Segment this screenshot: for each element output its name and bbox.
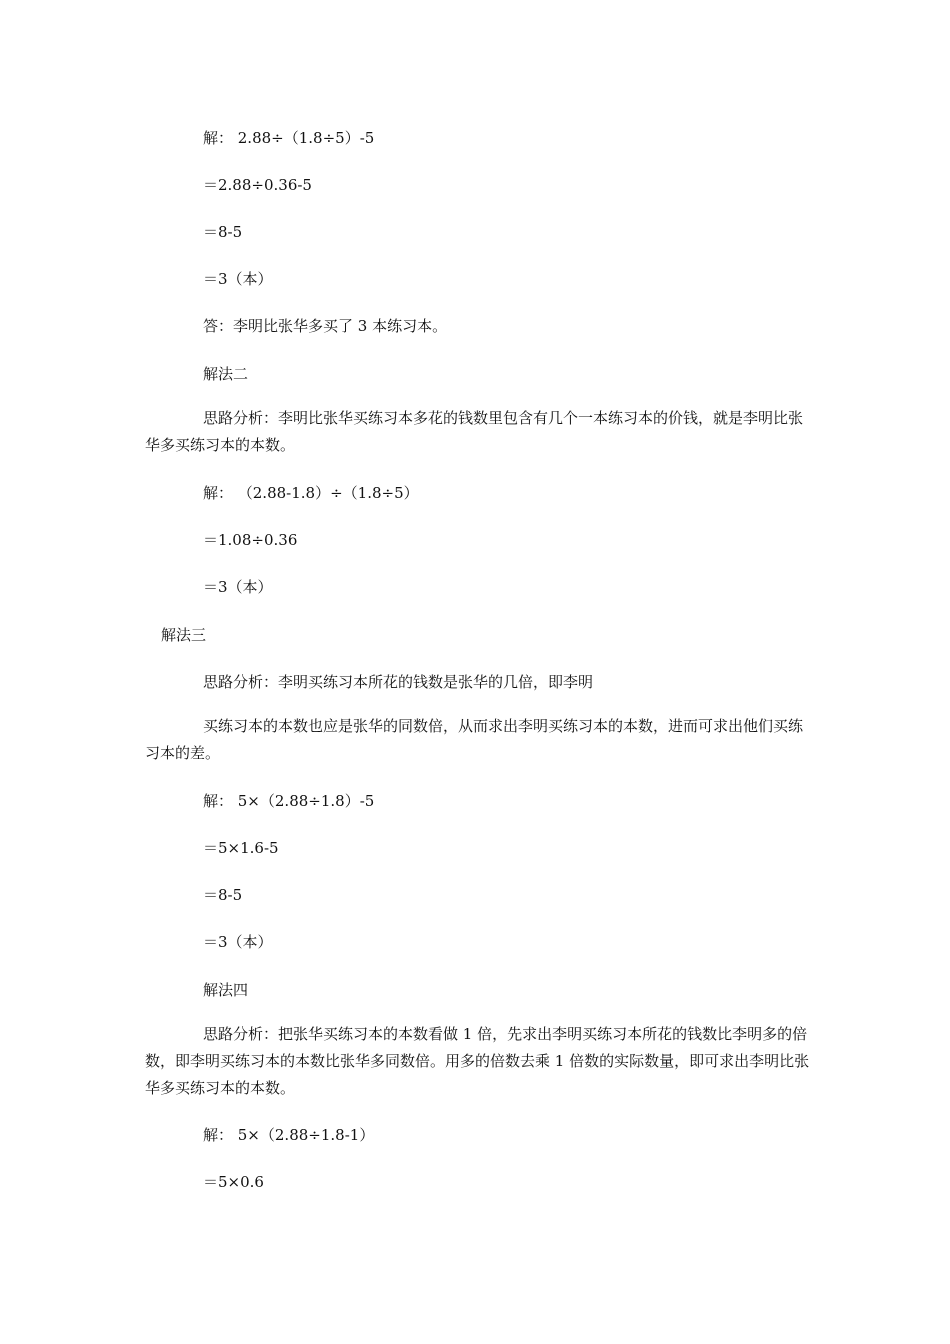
- method-3-analysis-continued: 买练习本的本数也应是张华的同数倍，从而求出李明买练习本的本数，进而可求出他们买练习本的差。: [145, 717, 804, 762]
- method-4-analysis: 思路分析：把张华买练习本的本数看做 1 倍，先求出李明买练习本所花的钱数比李明多的倍数，即李明买练习本的本数比张华多同数倍。用多的倍数去乘 1 倍数的实际数量，即可求出李明比张华多买练习本的本数。: [145, 1025, 810, 1097]
- solution-3-line-2: ＝5×1.6-5: [203, 839, 279, 857]
- solution-3-line-3: ＝8-5: [203, 886, 243, 904]
- solution-4-line-1: 解： 5×（2.88÷1.8-1）: [203, 1126, 375, 1144]
- solution-2-line-1: 解： （2.88-1.8）÷（1.8÷5）: [203, 484, 419, 502]
- solution-3-line-4: ＝3（本）: [203, 933, 273, 951]
- solution-3-line-1: 解： 5×（2.88÷1.8）-5: [203, 792, 375, 810]
- method-2-analysis: 思路分析：李明比张华买练习本多花的钱数里包含有几个一本练习本的价钱，就是李明比张华多买练习本的本数。: [145, 409, 804, 454]
- method-3-analysis-line-1: 思路分析：李明买练习本所花的钱数是张华的几倍，即李明: [203, 673, 594, 691]
- solution-1-line-2: ＝2.88÷0.36-5: [203, 176, 312, 194]
- solution-1-line-1: 解： 2.88÷（1.8÷5）-5: [203, 129, 375, 147]
- solution-2-line-3: ＝3（本）: [203, 578, 273, 596]
- solution-4-line-2: ＝5×0.6: [203, 1173, 264, 1191]
- method-4-heading: 解法四: [203, 981, 249, 999]
- solution-1-line-3: ＝8-5: [203, 223, 243, 241]
- answer-line: 答：李明比张华多买了 3 本练习本。: [203, 317, 448, 335]
- solution-2-line-2: ＝1.08÷0.36: [203, 531, 298, 549]
- method-2-heading: 解法二: [203, 365, 249, 383]
- method-3-heading: 解法三: [161, 626, 207, 644]
- solution-1-line-4: ＝3（本）: [203, 270, 273, 288]
